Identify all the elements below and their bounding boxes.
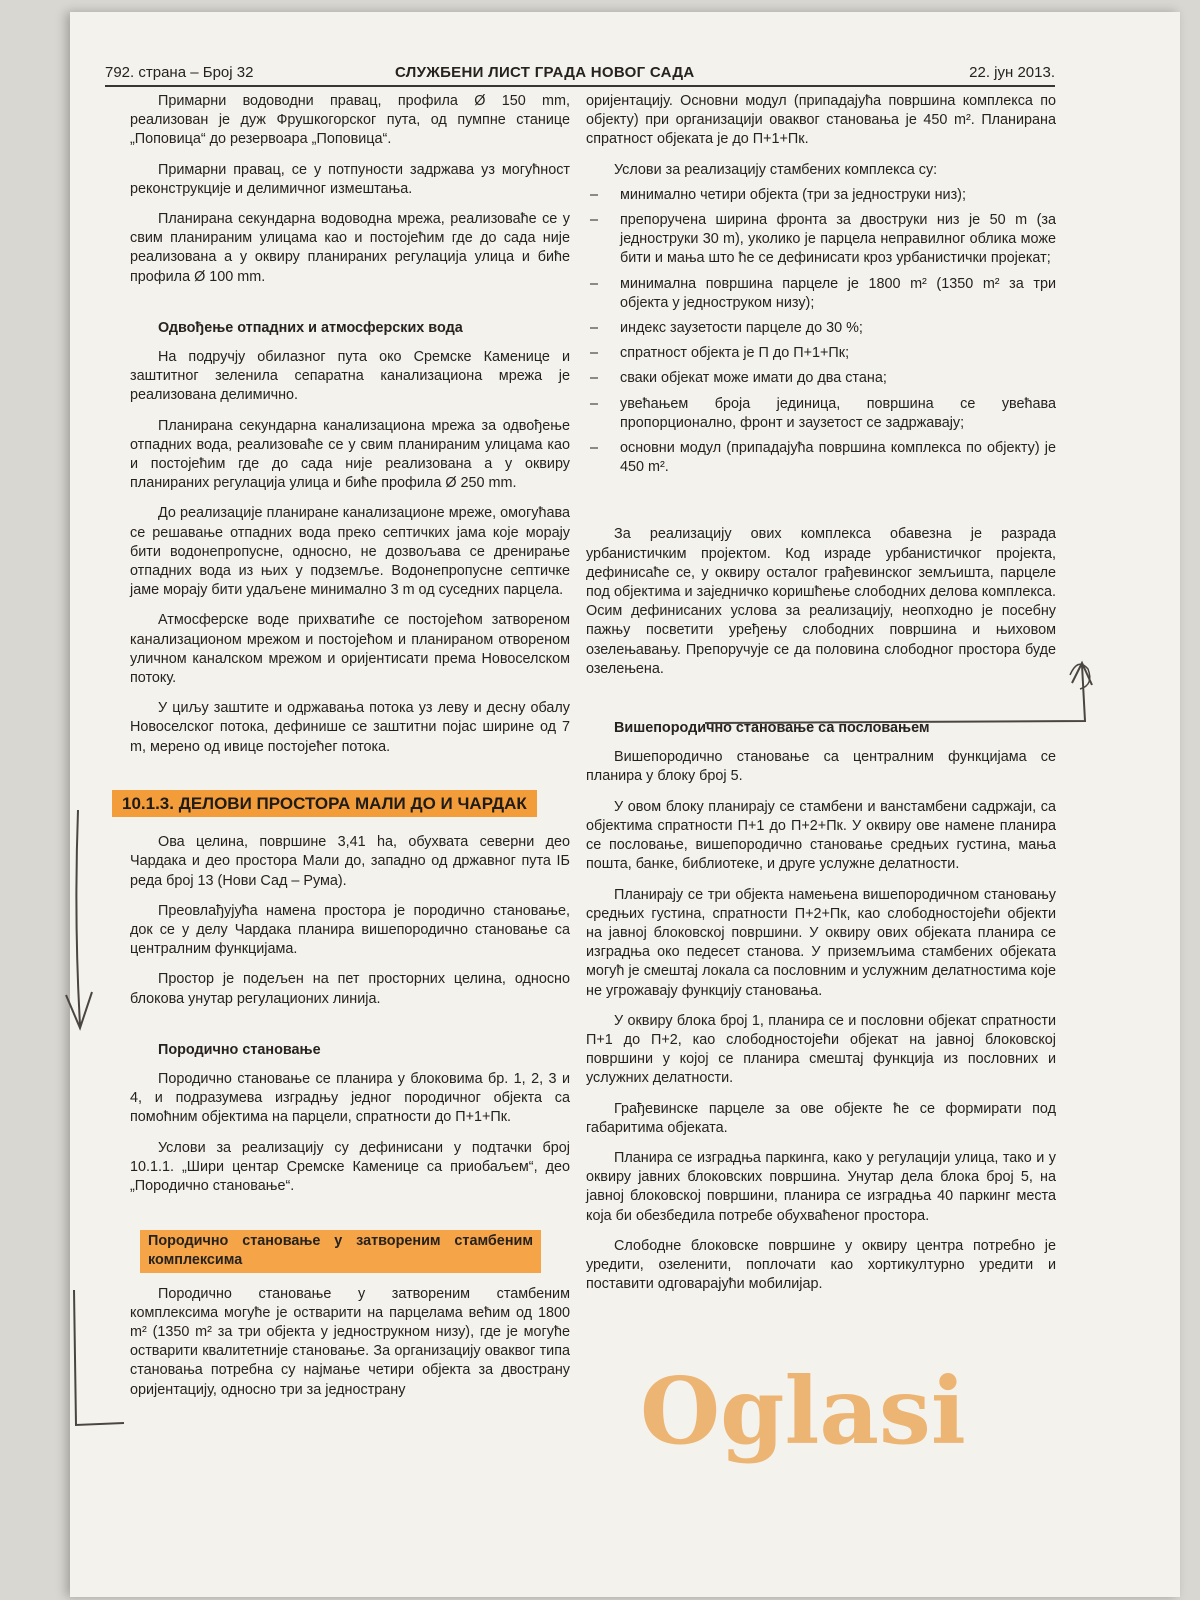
list-item: – сваки објекат може имати до два стана; — [586, 369, 1056, 388]
oglasi-watermark-logo — [640, 1355, 1060, 1465]
publication-date: 22. јун 2013. — [969, 64, 1055, 81]
paragraph: До реализације планиране канализационе мреже, омогућава се решавање отпадних вода преко септичких јама које морају бити водонепропусне, односно, не дозвољава се дренирање отпадних вода из њих у подземље. Водонепропусне септичке јаме морају бити удаљене минимално 3 m од суседних парцела. — [130, 505, 570, 599]
paragraph: Атмосферске воде прихватиће се постојећом затвореном канализационом мрежом и постојећом и планираном отвореном уличном каналском мрежом и оријентисати према Новоселском потоку. — [130, 612, 570, 687]
paragraph: Ова целина, површине 3,41 ha, обухвата северни део Чардака и део простора Мали до, западно од државног пута IБ реда број 13 (Нови Сад – Рума). — [130, 834, 570, 889]
paragraph: Примарни правац, се у потпуности задржава уз могућност реконструкције и делимичног измештања. — [130, 161, 570, 197]
paragraph: На подручју обилазног пута око Сремске Каменице и заштитног зеленила сепаратна канализациона мрежа је реализована делимично. — [130, 349, 570, 404]
paragraph: оријентацију. Основни модул (припадајућа површина комплекса по објекту) при организацији оваквог становања је 450 m². Планирана спратност објеката је до П+1+Пк. — [586, 93, 1056, 148]
list-item: – индекс заузетости парцеле до 30 %; — [586, 319, 1056, 338]
paragraph: За реализацију ових комплекса обавезна је разрада урбанистичким пројектом. Код израде урбанистичког пројекта, дефинисаће се, у оквиру осталог грађевинског земљишта, парцеле под објектима и заједничко коришћење слободних делова комплекса. Осим дефинисаних услова за реализацију, неопходно је посебну пажњу посветити уређењу слободних површина и њиховом озелењавању. Препоручује се да половина слободног простора буде озелењена. — [586, 526, 1056, 677]
list-item: – препоручена ширина фронта за двоструки низ је 50 m (за једноструки 30 m), уколико је парцела неправилног облика може бити и мања што ће се дефинисати кроз урбанистички пројекат; — [586, 211, 1056, 269]
paragraph: Слободне блоковске површине у оквиру центра потребно је уредити, озеленити, поплочати као хортикултурно уредити и поставити одговарајући мобилијар. — [586, 1237, 1056, 1293]
paragraph: Породично становање у затвореним стамбеним комплексима могуће је остварити на парцелама већим од 1800 m² (1350 m² за три објекта у једнострукном низу), где је могуће остварити квалитетније становање. За организацију оваквог типа становања потребна су најмање четири објекта за двострану оријентацију, односно три за једнострану — [130, 1285, 570, 1398]
subheading: Вишепородично становање са пословањем — [614, 720, 930, 737]
paragraph: Планирана секундарна водоводна мрежа, реализоваће се у свим планираним улицама као и постојећим где до сада није реализована а у оквиру планираних регулација улица и биће профила Ø 100 mm. — [130, 211, 570, 285]
paragraph: Грађевинске парцеле за ове објекте ће се формирати под габаритима објеката. — [586, 1100, 1056, 1136]
list-item: – минимална површина парцеле је 1800 m² (1350 m² за три објекта у једноструком низу); — [586, 275, 1056, 313]
paragraph: Планирана секундарна канализациона мрежа за одвођење отпадних вода, реализоваће се у свим планираним улицама као и постојећим где до сада није реализована а у оквиру планираних регулација улица и биће профила Ø 250 mm. — [130, 417, 570, 492]
paragraph: Простор је подељен на пет просторних целина, односно блокова унутар регулационих линија. — [130, 971, 570, 1007]
publication-title: СЛУЖБЕНИ ЛИСТ ГРАДА НОВОГ САДА — [395, 64, 695, 81]
conditions-list — [586, 186, 1056, 478]
list-intro: Услови за реализацију стамбених комплекса су: — [614, 161, 938, 178]
list-item: – минимално четири објекта (три за једноструки низ); — [586, 186, 1056, 205]
paragraph: Преовлађујућа намена простора је породично становање, док се у делу Чардака планира вишепородично становање са централним функцијама. — [130, 902, 570, 958]
list-item: – увећањем броја јединица, површина се увећава пропорционално, фронт и заузетост се задржавају; — [586, 395, 1056, 433]
paragraph: У овом блоку планирају се стамбени и ванстамбени садржаји, са објектима спратности П+1 до П+2+Пк. У оквиру ове намене планира се пословање, вишепородично становање средњих густина, мања пошта, банке, библиотеке, и друге услужне делатности. — [586, 798, 1056, 873]
paragraph: Планирају се три објекта намењена вишепородичном становању средњих густина, спратности П+2+Пк, као слободностојећи објекти на јавној блоковској површини. У оквиру ових објеката планира се изградња око педесет станова. У приземљима стамбених објеката могућ је смештај локала са пословним и услужним делатностима које не угрожавају функцију становања. — [586, 886, 1056, 999]
pen-underline-arrow-mark — [700, 655, 1100, 735]
paragraph: Породично становање се планира у блоковима бр. 1, 2, 3 и 4, и подразумева изградњу једног породичног објекта са помоћним објектима на парцели, спратности до П+1+Пк. — [130, 1070, 570, 1126]
pen-bracket-mark — [62, 1285, 132, 1445]
list-item: – спратност објекта је П до П+1+Пк; — [586, 344, 1056, 363]
highlighted-subheading: Породично становање у затвореним стамбеним комплексима — [140, 1230, 541, 1272]
paragraph: У оквиру блока број 1, планира се и пословни објекат спратности П+1 до П+2, као слободностојећи објекат на јавној блоковској површини у којој се планира смештај функција из пословних и услужних делатности. — [586, 1012, 1056, 1087]
paragraph: Услови за реализацију су дефинисани у подтачки број 10.1.1. „Шири центар Сремске Каменице са приобаљем“, део „Породично становање“. — [130, 1139, 570, 1194]
page-number: 792. страна – Број 32 — [105, 64, 254, 81]
subheading: Породично становање — [158, 1041, 321, 1058]
paragraph: У циљу заштите и одржавања потока уз леву и десну обалу Новоселског потока, дефинише се заштитни појас ширине од 7 m, мерено од ивице постојећег потока. — [130, 700, 570, 755]
list-item: – основни модул (припадајућа површина комплекса по објекту) је 450 m². — [586, 439, 1056, 477]
page-header — [105, 55, 1055, 87]
section-heading: 10.1.3. ДЕЛОВИ ПРОСТОРА МАЛИ ДО И ЧАРДАК — [112, 790, 537, 817]
left-column — [122, 92, 570, 1411]
pen-arrow-down-mark — [60, 800, 100, 1040]
subheading: Одвођење отпадних и атмосферских вода — [158, 319, 463, 336]
paragraph: Планира се изградња паркинга, како у регулацији улица, тако и у оквиру јавних блоковских површина. Унутар дела блока број 5, на јавној блоковској површини, планира се изградња 40 паркинг места која би обезбедила потребе обухваћеног простора. — [586, 1149, 1056, 1224]
watermark-text: Oglasi — [640, 1357, 966, 1465]
paragraph: Примарни водоводни правац, профила Ø 150 mm, реализован је дуж Фрушкогорског пута, од пумпне станице „Поповица“ до резервоара „Поповица“. — [130, 93, 570, 148]
paragraph: Вишепородично становање са централним функцијама се планира у блоку број 5. — [586, 749, 1056, 785]
